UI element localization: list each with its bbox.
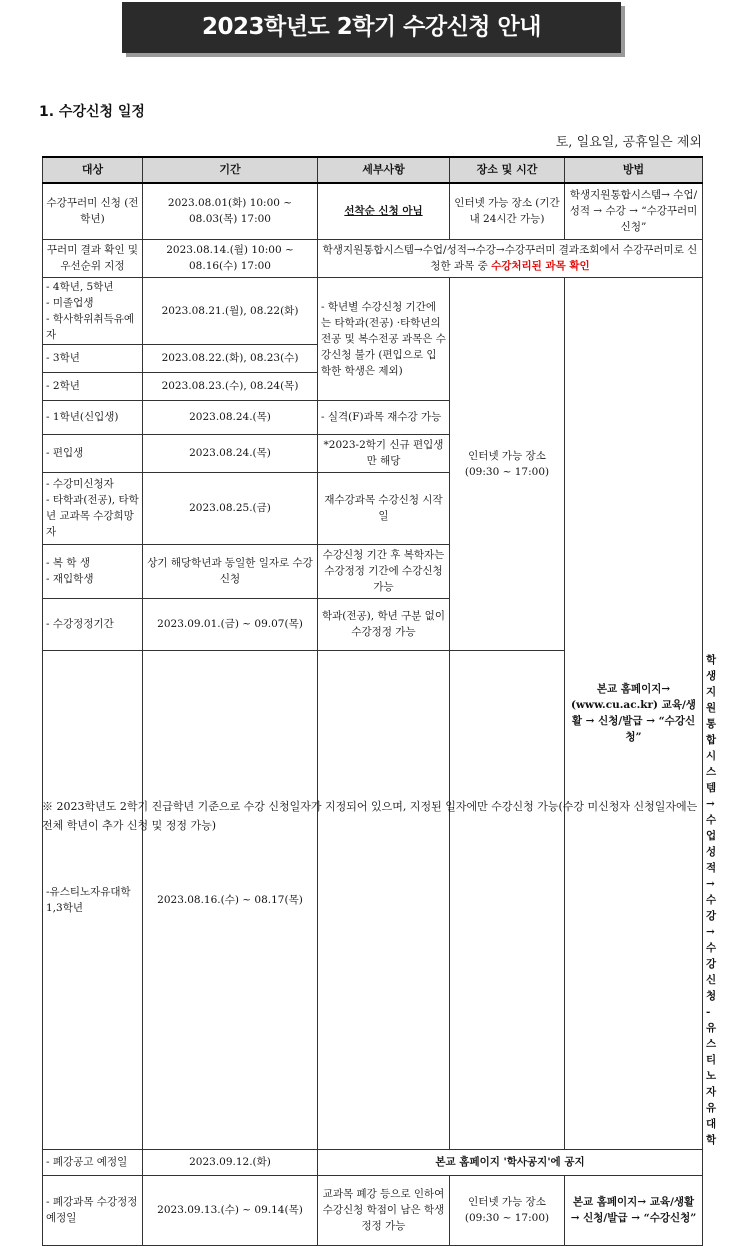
cell-detail	[318, 650, 450, 1149]
cell-target: - 수강정정기간	[43, 598, 143, 650]
cell-detail: - 실격(F)과목 재수강 가능	[318, 400, 450, 434]
col-method: 방법	[565, 157, 703, 183]
target-line: - 수강미신청자	[46, 478, 114, 490]
table-row: -유스티노자유대학 1,3학년 2023.08.16.(수) ~ 08.17(목) 학생지원통합시스템→수업성적→수강→수강신청 -유스티노자유대학	[43, 650, 703, 1149]
cell-target	[43, 544, 143, 598]
cell-period: 2023.08.22.(화), 08.23(수)	[143, 344, 318, 372]
cell-period: 2023.08.24.(목)	[143, 434, 318, 472]
cell-place: 인터넷 가능 장소 (기간 내 24시간 가능)	[450, 183, 565, 239]
cell-detail: 학과(전공), 학년 구분 없이 수강정정 가능	[318, 598, 450, 650]
title-banner	[122, 2, 621, 53]
footnote: ※ 2023학년도 2학기 진급학년 기준으로 수강 신청일자가 지정되어 있으며, 지정된 일자에만 수강신청 가능(수강 미신청자 신청일자에는 전체 학년이 추가 신청 및 정정 가능)	[42, 800, 698, 832]
table-row	[43, 183, 703, 239]
cell-target: - 3학년	[43, 344, 143, 372]
cell-period: 상기 해당학년과 동일한 일자로 수강신청	[143, 544, 318, 598]
cell-detail: 교과목 폐강 등으로 인하여 수강신청 학점이 남은 학생 정정 가능	[318, 1175, 450, 1245]
cell-target: - 2학년	[43, 372, 143, 400]
target-line: - 타학과(전공), 타학년 교과목 수강희망자	[46, 494, 139, 538]
section-heading: 1. 수강신청 일정	[39, 104, 145, 120]
cell-target: - 1학년(신입생)	[43, 400, 143, 434]
cell-detail: *2023-2학기 신규 편입생만 해당	[318, 434, 450, 472]
cell-detail: - 학년별 수강신청 기간에는 타학과(전공) ·타학년의 전공 및 복수전공 과목은 수강신청 불가 (편입으로 입학한 학생은 제외)	[318, 277, 450, 400]
table-header-row	[43, 157, 703, 183]
table-row	[43, 1149, 703, 1175]
cell-period: 2023.08.25.(금)	[143, 472, 318, 544]
cell-period: 2023.09.01.(금) ~ 09.07(목)	[143, 598, 318, 650]
detail-text: 학생지원통합시스템→수업/성적→수강→수강꾸러미 결과조회에서 수강꾸러미로 신청한 과목 중	[322, 244, 698, 272]
col-detail: 세부사항	[318, 157, 450, 183]
cell-target: 꾸러미 결과 확인 및 우선순위 지정	[43, 239, 143, 277]
cell-method: 본교 홈페이지→ 교육/생활 → 신청/발급 → “수강신청”	[565, 1175, 703, 1245]
schedule-table	[42, 156, 717, 1246]
target-line: - 학사학위취득유예자	[46, 312, 135, 341]
cell-method: 학생지원통합시스템→ 수업/성적 → 수강 → “수강꾸러미 신청”	[565, 183, 703, 239]
target-line: - 4학년, 5학년	[46, 280, 114, 293]
cell-target: - 편입생	[43, 434, 143, 472]
cell-period: 2023.09.13.(수) ~ 09.14(목)	[143, 1175, 318, 1245]
col-target: 대상	[43, 157, 143, 183]
cell-target: - 폐강과목 수강정정 예정일	[43, 1175, 143, 1245]
cell-detail: 수강신청 기간 후 복학자는 수강정정 기간에 수강신청 가능	[318, 544, 450, 598]
cell-detail	[318, 239, 703, 277]
cell-period: 2023.08.23.(수), 08.24(목)	[143, 372, 318, 400]
col-place: 장소 및 시간	[450, 157, 565, 183]
table-row	[43, 1175, 703, 1245]
cell-place: 인터넷 가능 장소 (09:30 ~ 17:00)	[450, 1175, 565, 1245]
cell-period: 2023.08.14.(월) 10:00 ~ 08.16(수) 17:00	[143, 239, 318, 277]
table-row	[43, 239, 703, 277]
cell-place-merged: 인터넷 가능 장소 (09:30 ~ 17:00)	[450, 277, 565, 650]
target-line: - 재입학생	[46, 573, 94, 585]
holiday-note: 토, 일요일, 공휴일은 제외	[555, 135, 702, 150]
cell-period: 2023.08.24.(목)	[143, 400, 318, 434]
cell-target	[43, 277, 143, 344]
cell-detail: 선착순 신청 아님	[318, 183, 450, 239]
cell-target: -유스티노자유대학 1,3학년	[43, 650, 143, 1149]
cell-place	[450, 650, 565, 1149]
cell-method-merged: 본교 홈페이지→ (www.cu.ac.kr) 교육/생활 → 신청/발급 → “수강신청”	[565, 277, 703, 1149]
highlight-text: 수강처리된 과목 확인	[491, 260, 590, 272]
cell-period: 2023.08.16.(수) ~ 08.17(목)	[143, 650, 318, 1149]
cell-period: 2023.08.21.(월), 08.22(화)	[143, 277, 318, 344]
cell-period: 2023.08.01(화) 10:00 ~ 08.03(목) 17:00	[143, 183, 318, 239]
cell-detail: 본교 홈페이지 '학사공지'에 공지	[318, 1149, 703, 1175]
cell-detail: 재수강과목 수강신청 시작일	[318, 472, 450, 544]
table-row	[43, 277, 703, 344]
cell-target: 수강꾸러미 신청 (전학년)	[43, 183, 143, 239]
col-period: 기간	[143, 157, 318, 183]
target-line: - 복 학 생	[46, 557, 90, 569]
cell-target	[43, 472, 143, 544]
cell-period: 2023.09.12.(화)	[143, 1149, 318, 1175]
cell-target: - 폐강공고 예정일	[43, 1149, 143, 1175]
target-line: - 미졸업생	[46, 296, 94, 309]
page-title: 2023학년도 2학기 수강신청 안내	[202, 14, 541, 40]
